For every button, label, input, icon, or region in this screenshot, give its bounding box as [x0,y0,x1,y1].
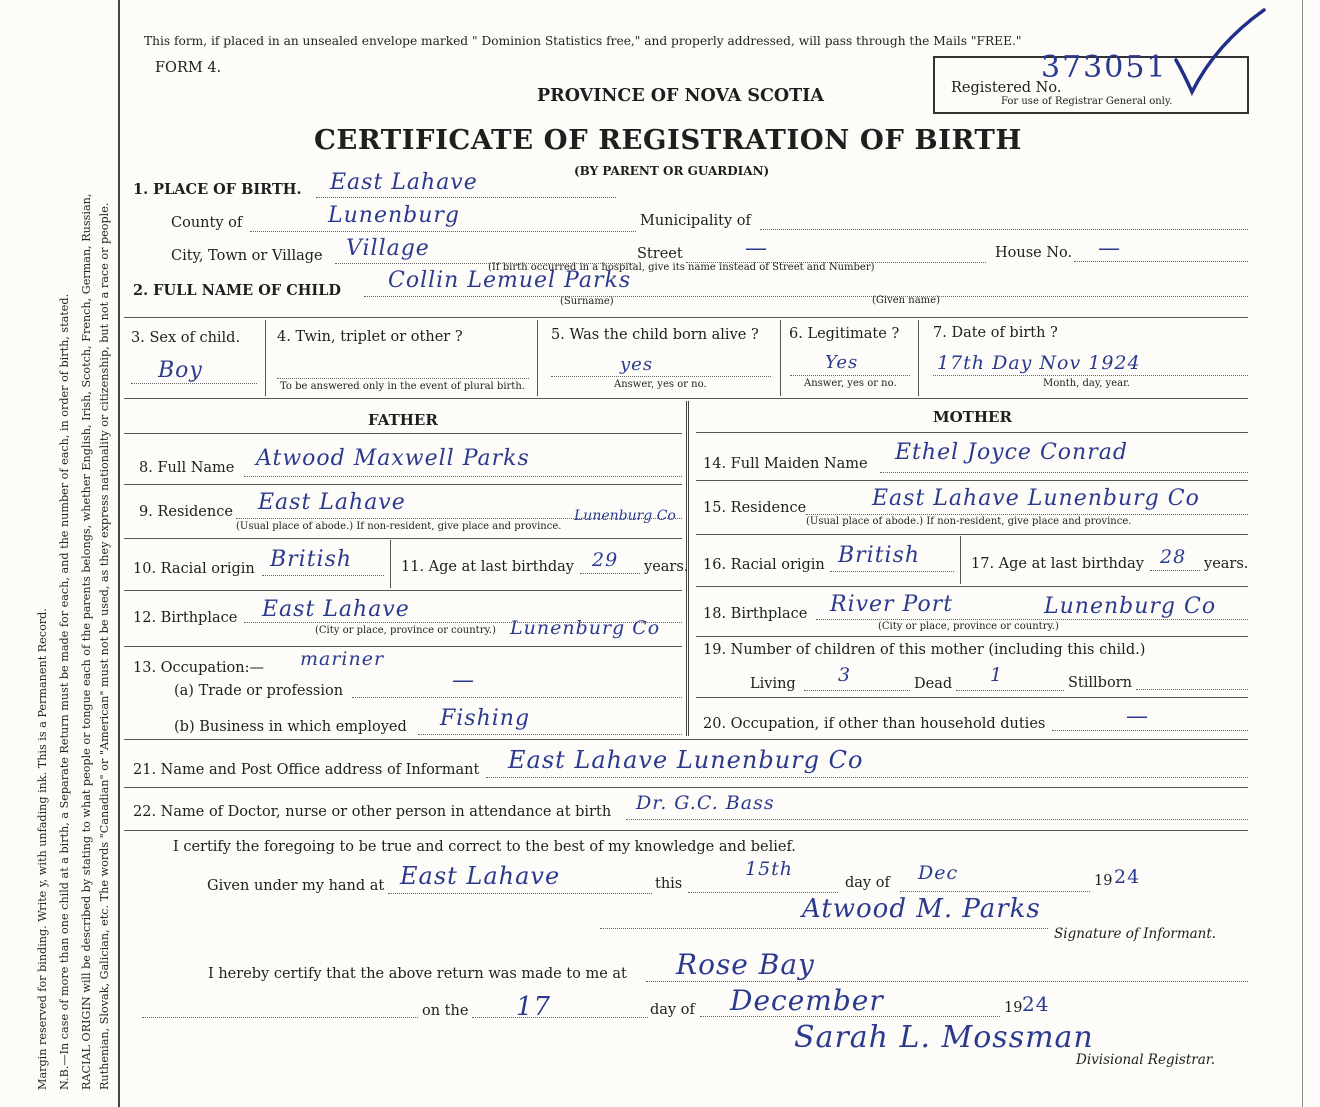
form-number: FORM 4. [155,60,222,76]
given-day-value: 15th [745,858,794,880]
living-value: 3 [838,664,852,686]
registrar-year-value: 24 [1022,992,1050,1016]
legitimate-value: Yes [825,352,859,373]
father-residence-label: 9. Residence [139,504,233,520]
doctor-value: Dr. G.C. Bass [636,792,775,814]
this-label: this [655,876,683,892]
given-under-label: Given under my hand at [207,878,385,894]
date-of-birth-caption: Month, day, year. [1043,378,1130,389]
father-residence-value: East Lahave [258,490,406,515]
given-month-value: Dec [918,862,959,884]
mother-birthplace-caption: (City or place, province or country.) [878,621,1059,632]
right-edge-line [1302,0,1303,1107]
county-label: County of [171,215,243,231]
father-birthplace-province: Lunenburg Co [510,617,661,639]
surname-caption: (Surname) [560,296,614,307]
street-label: Street [637,246,683,262]
place-of-birth-label: 1. PLACE OF BIRTH. [133,181,302,198]
house-number-label: House No. [995,245,1073,261]
born-alive-value: yes [620,354,654,375]
county-value: Lunenburg [328,203,460,228]
hospital-note: (If birth occurred in a hospital, give its name instead of Street and Number) [488,262,875,273]
margin-binding-note: Margin reserved for binding. Write y, with unfading ink. This is a Permanent Record. [36,608,49,1090]
stillborn-label: Stillborn [1068,675,1132,691]
informant-signature-caption: Signature of Informant. [1054,926,1217,942]
certificate-subtitle: (BY PARENT OR GUARDIAN) [574,164,770,178]
mother-residence-caption: (Usual place of abode.) If non-resident, give place and province. [806,516,1132,527]
street-value: — [745,236,768,261]
born-alive-caption: Answer, yes or no. [614,379,707,390]
registrar-month-value: December [730,984,884,1017]
province-heading: PROVINCE OF NOVA SCOTIA [537,86,824,106]
trade-label: (a) Trade or profession [174,683,344,699]
mother-birthplace-label: 18. Birthplace [703,606,808,622]
father-heading: FATHER [368,411,438,429]
mother-name-label: 14. Full Maiden Name [703,456,868,472]
mother-age-label: 17. Age at last birthday [971,556,1144,572]
on-the-label: on the [422,1003,469,1019]
father-birthplace-caption: (City or place, province or country.) [315,625,496,636]
mother-birthplace-value: River Port [830,592,954,617]
margin-racial-origin-note-2: Ruthenian, Slovak, Galician, etc. The words "Canadian" or "American" must not be used, as they express nationality or citizenship, but not a race or people. [98,202,111,1090]
mother-age-years: years. [1204,556,1249,572]
certification-statement: I certify the foregoing to be true and correct to the best of my knowledge and belief. [173,839,796,855]
registered-number: 373051 [1041,50,1168,85]
check-mark-icon [1170,4,1270,104]
mother-age-value: 28 [1160,546,1187,568]
registrar-place-value: Rose Bay [676,948,815,981]
mother-occupation-value: — [1126,704,1149,729]
city-value: Village [346,236,430,261]
informant-value: East Lahave Lunenburg Co [508,746,864,774]
mail-notice: This form, if placed in an unsealed envelope marked " Dominion Statistics free," and properly addressed, will pass through the Mails "FREE." [144,34,1022,48]
place-of-birth-value: East Lahave [330,170,478,195]
informant-label: 21. Name and Post Office address of Informant [133,762,480,778]
registrar-use-note: For use of Registrar General only. [1001,96,1173,107]
twin-note: To be answered only in the event of plural birth. [280,381,525,392]
mother-occupation-label: 20. Occupation, if other than household duties [703,716,1046,732]
father-age-years: years. [644,559,689,575]
mother-birthplace-province: Lunenburg Co [1044,594,1217,619]
father-occupation-value: mariner [300,648,385,670]
registrar-statement: I hereby certify that the above return was made to me at [208,966,627,982]
born-alive-label: 5. Was the child born alive ? [551,327,759,343]
mother-heading: MOTHER [933,408,1012,426]
given-place-value: East Lahave [400,862,561,890]
father-name-label: 8. Full Name [139,460,235,476]
certificate-title: CERTIFICATE OF REGISTRATION OF BIRTH [314,124,1022,156]
father-name-value: Atwood Maxwell Parks [256,446,530,471]
mother-name-value: Ethel Joyce Conrad [895,440,1128,465]
given-year-value: 24 [1114,866,1141,888]
day-of-label: day of [845,875,890,891]
father-birthplace-label: 12. Birthplace [133,610,238,626]
informant-signature: Atwood M. Parks [802,894,1041,924]
child-name-value: Collin Lemuel Parks [388,268,632,293]
business-label: (b) Business in which employed [174,719,407,735]
father-race-label: 10. Racial origin [133,561,255,577]
business-value: Fishing [440,706,531,731]
date-of-birth-label: 7. Date of birth ? [933,325,1058,341]
mother-residence-label: 15. Residence [703,500,807,516]
given-name-caption: (Given name) [872,295,940,306]
father-birthplace-value: East Lahave [262,597,410,622]
mother-residence-value: East Lahave Lunenburg Co [872,486,1200,511]
children-count-label: 19. Number of children of this mother (including this child.) [703,642,1146,658]
dead-label: Dead [914,676,953,692]
father-age-value: 29 [592,549,619,571]
margin-multiple-birth-note: N.B.—In case of more than one child at a birth, a Separate Return must be made for each, and the number of each, in order of birth, stated. [58,293,71,1090]
registered-label: Registered No. [951,80,1062,96]
father-residence-province: Lunenburg Co [574,508,676,524]
registrar-signature: Sarah L. Mossman [794,1020,1094,1055]
dead-value: 1 [990,664,1004,686]
house-number-value: — [1098,236,1121,261]
date-of-birth-value: 17th Day Nov 1924 [937,352,1141,374]
city-label: City, Town or Village [171,248,323,264]
registrar-day-of-label: day of [650,1002,695,1018]
municipality-label: Municipality of [640,213,751,229]
legitimate-label: 6. Legitimate ? [789,326,900,342]
doctor-label: 22. Name of Doctor, nurse or other person in attendance at birth [133,804,612,820]
living-label: Living [750,676,796,692]
twin-label: 4. Twin, triplet or other ? [277,329,463,345]
registrar-year-prefix: 19 [1004,1000,1023,1016]
father-occupation-label: 13. Occupation:— [133,660,264,676]
father-residence-caption: (Usual place of abode.) If non-resident, give place and province. [236,521,562,532]
child-name-label: 2. FULL NAME OF CHILD [133,282,341,299]
margin-divider [118,0,120,1107]
margin-racial-origin-note-1: RACIAL ORIGIN will be described by stating to what people or tongue each of the parents belongs, whether English, Irish, Scotch, French, German, Russian, [80,193,93,1090]
mother-race-label: 16. Racial origin [703,557,825,573]
mother-race-value: British [838,543,921,568]
registrar-caption: Divisional Registrar. [1076,1052,1216,1068]
father-age-label: 11. Age at last birthday [401,559,574,575]
sex-label: 3. Sex of child. [131,330,241,346]
given-year-prefix: 19 [1094,873,1113,889]
father-race-value: British [270,547,353,572]
sex-value: Boy [158,358,203,383]
legitimate-caption: Answer, yes or no. [804,378,897,389]
registrar-day-value: 17 [516,992,552,1022]
trade-value: — [452,668,475,693]
